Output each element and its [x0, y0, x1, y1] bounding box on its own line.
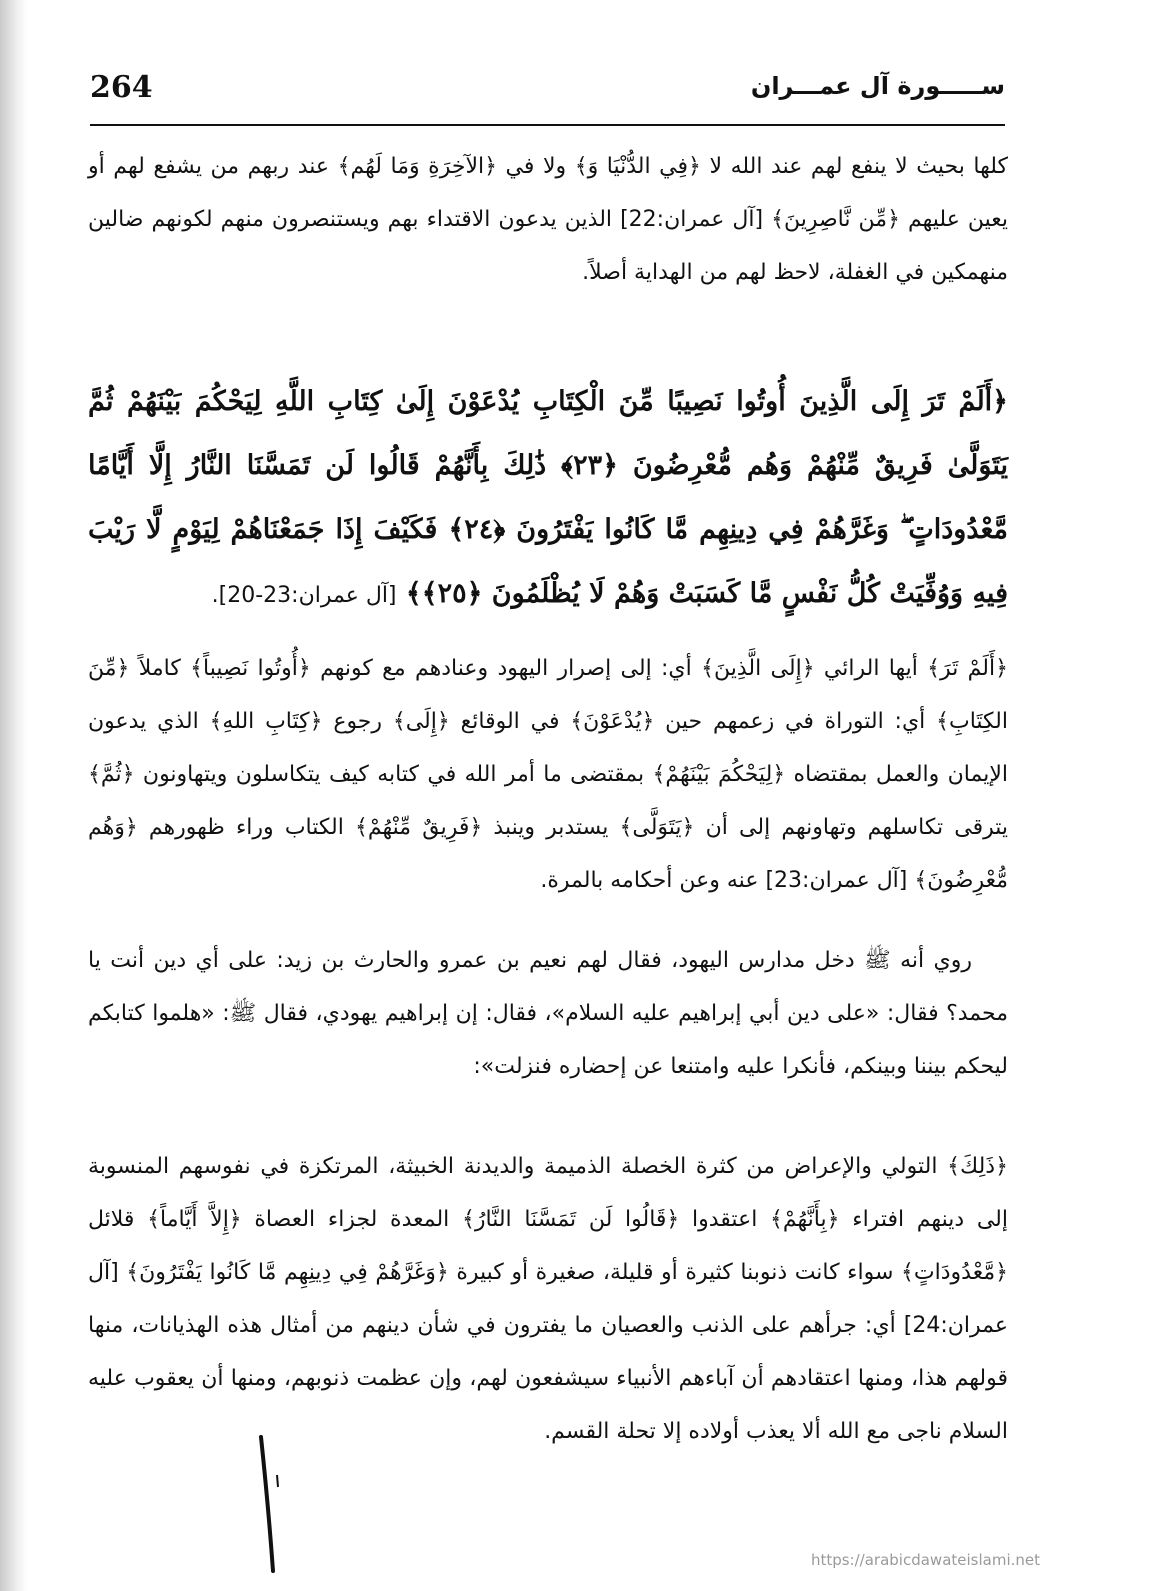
tafsir-paragraph-1: ﴿أَلَمْ تَرَ﴾ أيها الرائي ﴿إِلَى الَّذِينَ﴾ أي: إلى إصرار اليهود وعنادهم مع كونهم ﴿أُوتُوا نَصِيباً﴾ كاملاً ﴿مِّنَ الكِتَابِ﴾ أي: التوراة في زعمهم حين ﴿يُدْعَوْنَ﴾ في الوقائع ﴿إِلَى﴾ رجوع ﴿كِتَابِ اللهِ﴾ الذي يدعون الإيمان والعمل بمقتضاه ﴿لِيَحْكُمَ بَيْنَهُمْ﴾ بمقتضى ما أمر الله في كتابه كيف يتكاسلون ويتهاونون ﴿ثُمَّ﴾ يترقى تكاسلهم وتهاونهم إلى أن ﴿يَتَوَلَّى﴾ يستدبر وينبذ ﴿فَرِيقٌ مِّنْهُمْ﴾ الكتاب وراء ظهورهم ﴿وَهُم مُّعْرِضُونَ﴾ [آل عمران:23] عنه وعن أحكامه بالمرة. [88, 656, 1008, 893]
hadith-paragraph: روي أنه ﷺ دخل مدارس اليهود، فقال لهم نعيم بن عمرو والحارث بن زيد: على أي دين أنت يا محمد؟ فقال: «على دين أبي إبراهيم عليه السلام»، فقال: إن إبراهيم يهودي، فقال ﷺ: «هلموا كتابكم ليحكم بيننا وبينكم، فأنكرا عليه وامتنعا عن إحضاره فنزلت»: [88, 948, 1008, 1079]
page-number: 264 [90, 70, 153, 105]
quran-verse-block [88, 370, 1008, 628]
page-header [90, 70, 1005, 125]
watermark-url: https://arabicdawateislami.net [810, 1551, 1040, 1569]
page-body [88, 140, 1008, 1470]
header-rule [90, 124, 1005, 126]
verse-reference: [آل عمران:23-20]. [211, 583, 397, 608]
tafsir-paragraph-2: ﴿ذَلِكَ﴾ التولي والإعراض من كثرة الخصلة الذميمة والديدنة الخبيثة، المرتكزة في نفوسهم المنسوبة إلى دينهم افتراء ﴿بِأَنَّهُمْ﴾ اعتقدوا ﴿قَالُوا لَن تَمَسَّنَا النَّارُ﴾ المعدة لجزاء العصاة ﴿إِلاَّ أَيَّاماً﴾ قلائل ﴿مَّعْدُودَاتٍ﴾ سواء كانت ذنوبنا كثيرة أو قليلة، صغيرة أو كبيرة ﴿وَغَرَّهُمْ فِي دِينِهِم مَّا كَانُوا يَفْتَرُونَ﴾ [آل عمران:24] أي: جرأهم على الذنب والعصيان ما يفترون في شأن دينهم من أمثال هذه الهذيانات، منها قولهم هذا، ومنها اعتقادهم أن آباءهم الأنبياء سيشفعون لهم، وإن عظمت ذنوبهم، ومنها أن يعقوب عليه السلام ناجى مع الله ألا يعذب أولاده إلا تحلة القسم. [88, 1154, 1008, 1444]
scan-shadow-edge [0, 0, 28, 1591]
intro-paragraph: كلها بحيث لا ينفع لهم عند الله لا ﴿فِي الدُّنْيَا وَ﴾ ولا في ﴿الآخِرَةِ وَمَا لَهُم﴾ عند ربهم من يشفع لهم أو يعين عليهم ﴿مِّن نَّاصِرِينَ﴾ [آل عمران:22] الذين يدعون الاقتداء بهم ويستنصرون منهم لكونهم ضالين منهمكين في الغفلة، لاحظ لهم من الهداية أصلاً. [88, 154, 1008, 285]
quran-verses: ﴿أَلَمْ تَرَ إِلَى الَّذِينَ أُوتُوا نَصِيبًا مِّنَ الْكِتَابِ يُدْعَوْنَ إِلَىٰ كِتَابِ اللَّهِ لِيَحْكُمَ بَيْنَهُمْ ثُمَّ يَتَوَلَّىٰ فَرِيقٌ مِّنْهُمْ وَهُم مُّعْرِضُونَ ﴿٢٣﴾ ذَٰلِكَ بِأَنَّهُمْ قَالُوا لَن تَمَسَّنَا النَّارُ إِلَّا أَيَّامًا مَّعْدُودَاتٍ ۖ وَغَرَّهُمْ فِي دِينِهِم مَّا كَانُوا يَفْتَرُونَ ﴿٢٤﴾ فَكَيْفَ إِذَا جَمَعْنَاهُمْ لِيَوْمٍ لَّا رَيْبَ فِيهِ وَوُفِّيَتْ كُلُّ نَفْسٍ مَّا كَسَبَتْ وَهُمْ لَا يُظْلَمُونَ ﴿٢٥﴾﴾ [88, 386, 1009, 609]
handwritten-margin-mark [255, 1435, 285, 1575]
surah-title: ســـــورة آل عمـــران [750, 72, 1005, 100]
